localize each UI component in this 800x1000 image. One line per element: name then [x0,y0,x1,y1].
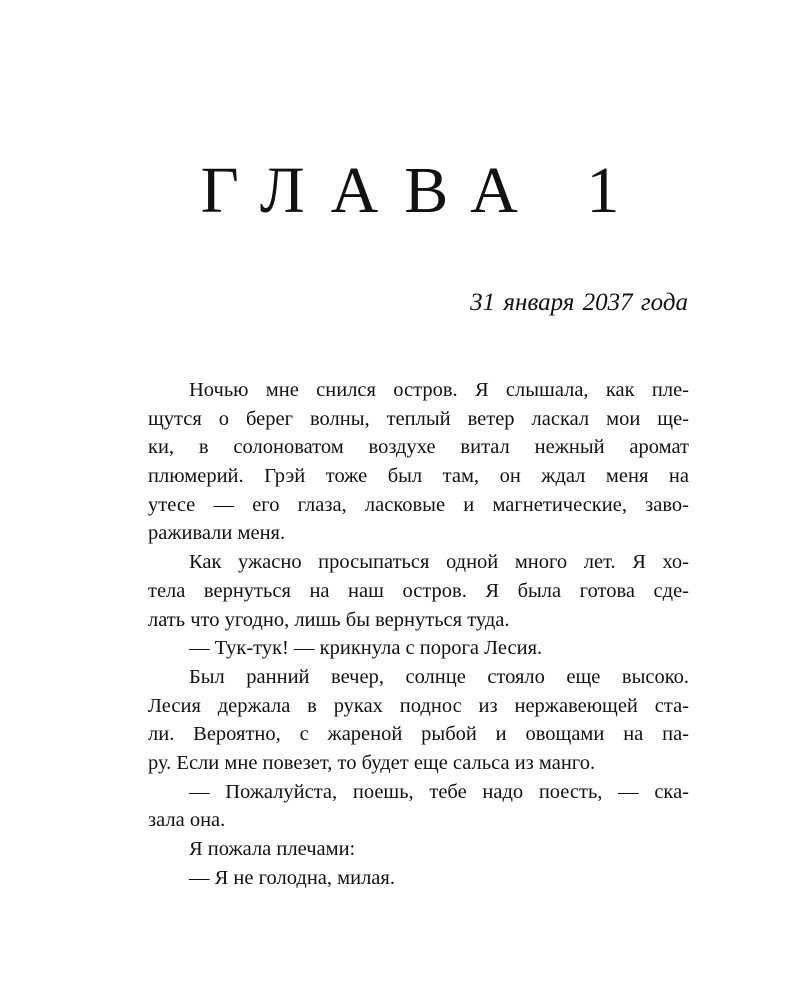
text-line: Был ранний вечер, солнце стояло еще высоко. [189,665,689,688]
text-line: ки, в солоноватом воздухе витал нежный аромат [148,436,689,459]
chapter-date: 31 января 2037 года [470,289,688,316]
text-line: — Тук-тук! — крикнула с порога Лесия. [189,637,543,660]
text-line: зала она. [148,809,226,832]
text-line: — Пожалуйста, поешь, тебе надо поесть, — ска- [189,780,689,803]
text-line: Лесия держала в руках поднос из нержавеющей ста- [148,694,689,717]
text-line: ру. Если мне повезет, то будет еще сальса из манго. [148,751,596,774]
text-line: — Я не голодна, милая. [189,866,395,889]
text-line: раживали меня. [148,522,286,545]
chapter-title: ГЛАВА 1 [200,154,646,227]
chapter-text [148,376,689,892]
text-line: тела вернуться на наш остров. Я была готова сде- [148,579,689,602]
text-line: Ночью мне снился остров. Я слышала, как пле- [189,379,689,401]
text-line: плюмерий. Грэй тоже был там, он ждал меня на [148,465,689,488]
text-line: ли. Вероятно, с жареной рыбой и овощами на па- [148,723,689,746]
text-line: утесе — его глаза, ласковые и магнетические, заво- [148,493,689,516]
text-line: лать что угодно, лишь бы вернуться туда. [148,608,510,631]
text-line: Как ужасно просыпаться одной много лет. Я хо- [189,551,689,574]
text-line: щутся о берег волны, теплый ветер ласкал мои ще- [148,407,689,430]
text-line: Я пожала плечами: [189,838,356,860]
